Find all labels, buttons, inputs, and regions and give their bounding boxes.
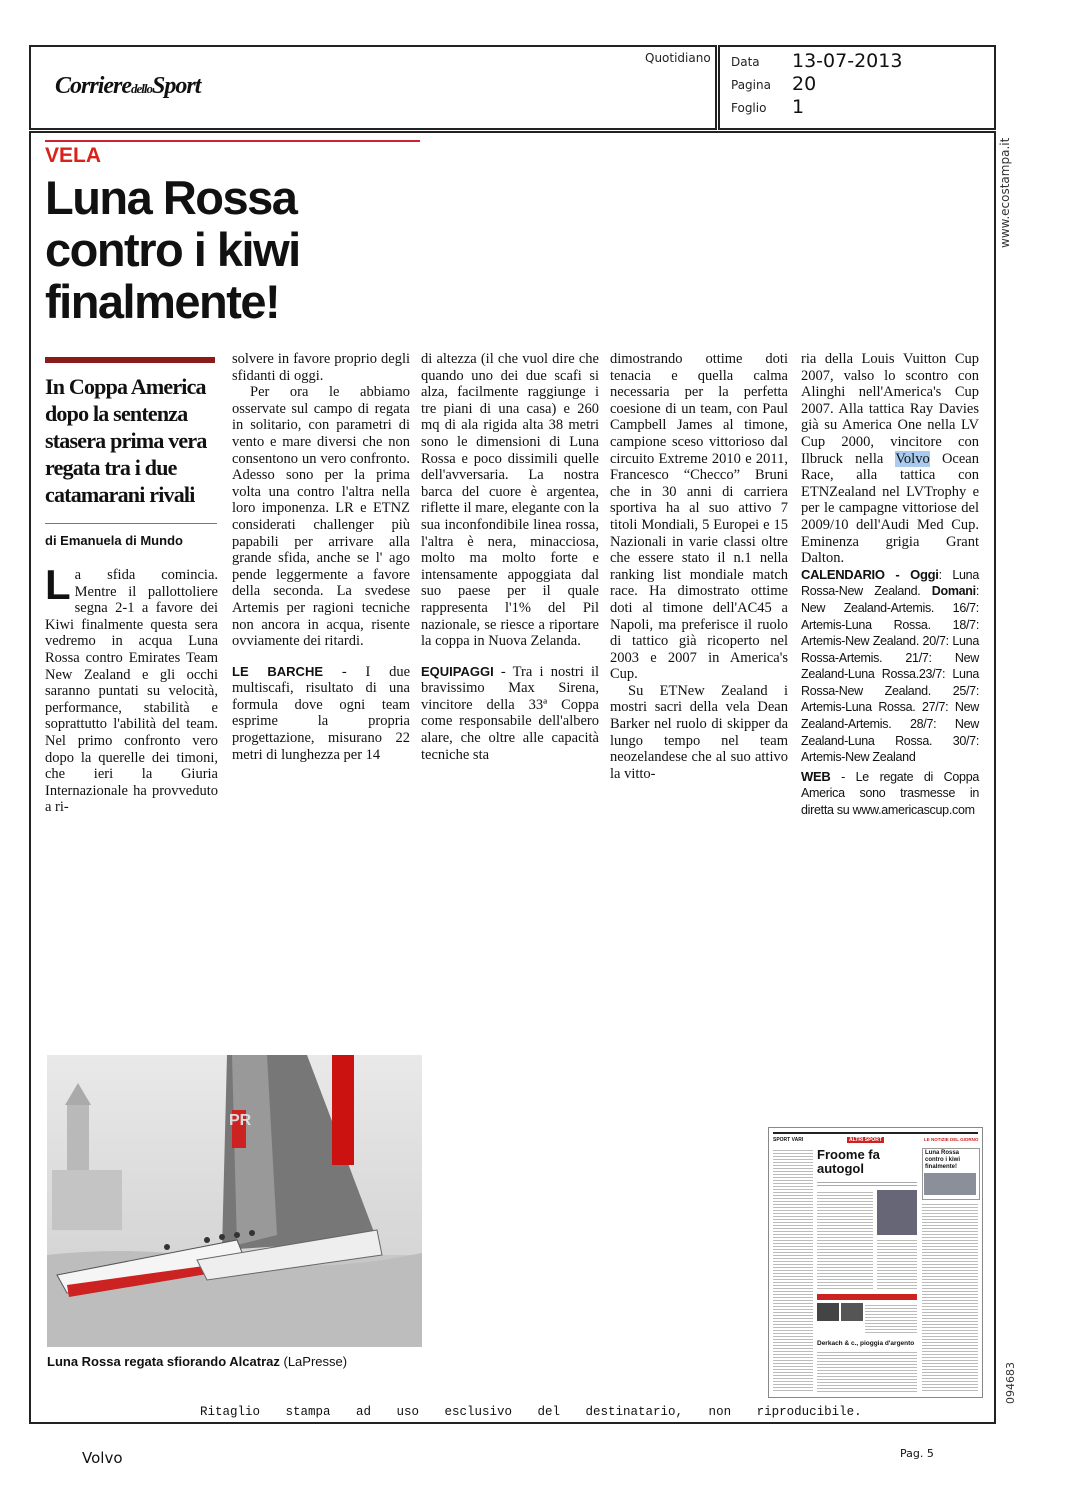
catamaran-photo-illustration <box>47 1055 422 1347</box>
article-column-5: ria della Louis Vuitton Cup 2007, valso lo scontro con Alinghi nell'America's Cup 2007. Alla tattica Ray Davies già su America One nella LV Cup 2000, vincitore con Ilbruck nella Volvo Ocean Race, alla tattica con ETNZealand nel LVTrophy e per le campagne vittoriose del 2009/10 dell'Audi Med Cup. Eminenza grigia Grant Dalton. CALENDARIO - Oggi: Luna Rossa-New Zealand. Domani: New Zealand-Artemis. 16/7: Artemis-Luna Rossa. 18/7: Artemis-New Zealand. 20/7: Luna Rossa-Artemis. 21/7: New Zealand-Luna Rossa.23/7: Luna Rossa-New Zealand. 25/7: Artemis-Luna Rossa. 27/7: New Zealand-Artemis. 28/7: New Zealand-Luna Rossa. 30/7: Artemis-New Zealand WEB - Le regate di Coppa America sono trasmesse in diretta su www.americascup.com <box>801 351 979 818</box>
byline: di Emanuela di Mundo <box>45 533 183 548</box>
thumb-section-left: SPORT VARI <box>773 1137 804 1143</box>
thumb-headline-side: Luna Rossa contro i kiwi finalmente! <box>925 1150 961 1170</box>
date-label: Data <box>731 55 760 69</box>
article-photo <box>47 1055 422 1347</box>
section-label-barche: LE BARCHE <box>232 663 324 679</box>
article-column-1: La sfida comincia. Mentre il pallottoliere segna 2-1 a favore dei Kiwi finalmente questa sera vedremo in acqua Luna Rossa contro Emirates Team New Zealand e gli occhi saranno puntati su velocità, performance, stabilità e soprattutto l'abilità del team. Nel primo confronto vero dopo la querelle dei timoni, che ieri la Giuria Internazionale ha provveduto a ri- <box>45 561 218 816</box>
headline: Luna Rossa contro i kiwi finalmente! <box>45 171 300 328</box>
thumb-section-mid: ALTRI SPORT <box>849 1137 882 1143</box>
sail-logo-text: PR <box>229 1112 252 1129</box>
article-column-4: dimostrando ottime doti tenacia e quella calma necessaria per la perfetta coesione di un team, con Paul Campbell James al timone, campione sceso vittorioso dal circuito Extreme 2010 e 2011, Francesco “Checco” Bruni che in 30 anni di carriera sportiva ha al suo attivo 7 titoli Mondiali, 5 Europei e 15 Nazionali in varie classi oltre che essere stato il n.1 nella ranking list mondiale match race. Ha dimostrato ottime doti al timone dell'AC45 a Napoli, ma preferisce il ruolo di tattico già ricoperto nel 2003 e 2007 in America's Cup. Su ETNew Zealand i mostri sacri della vela Dean Barker nel ruolo di skipper da lungo tempo nel team neozelandese che al suo attivo la vitto- <box>610 351 788 782</box>
calendar-label: CALENDARIO - Oggi <box>801 566 939 582</box>
sidebar-code: 094683 <box>1004 1362 1017 1404</box>
thumb-section-right: LE NOTIZIE DEL GIORNO <box>924 1137 979 1142</box>
page-value: 20 <box>792 73 817 95</box>
byline-rule <box>45 523 217 524</box>
footer-keyword: Volvo <box>82 1449 123 1467</box>
date-value: 13-07-2013 <box>792 50 903 72</box>
section-label-equipaggi: EQUIPAGGI <box>421 663 494 679</box>
thumb-headline-bottom: Derkach & c., pioggia d'argento <box>817 1340 915 1347</box>
article-column-3: di altezza (il che vuol dire che quando uno dei due scafi si alza, facilmente raggiunge i tre piani di una casa) e 260 mq di ala rigida alta 38 metri sono le dimensioni di Luna Rossa e poco dissimili quelle dell'avversaria. La nostra barca del cuore è argentea, riflette il mare, elegante con la sua inconfondibile linea rossa, l'altra è nera, minacciosa, molto ma molto forte e intensamente appoggiata dal suo paese per il quale rappresenta l'1% del Pil nazionale, se riesce a riportare la coppa in Nuova Zelanda. EQUIPAGGI - Tra i nostri il bravissimo Max Sirena, vincitore della 33ª Coppa come responsabile dell'albero alare, che oltre alle capacità tecniche sta <box>421 351 599 763</box>
publication-type: Quotidiano <box>645 51 711 65</box>
subhead: In Coppa America dopo la sentenza stasera prima vera regata tra i due catamarani rivali <box>45 374 207 507</box>
kicker: VELA <box>45 144 102 167</box>
page-label: Pagina <box>731 78 771 92</box>
sidebar-url: www.ecostampa.it <box>998 137 1012 248</box>
thumb-headline-main: Froome fa autogol <box>817 1147 880 1176</box>
page-thumbnail <box>768 1127 983 1398</box>
top-rule <box>45 140 420 142</box>
dropcap: L <box>45 561 71 608</box>
article-column-2: solvere in favore proprio degli sfidanti di oggi. Per ora le abbiamo osservate sul campo di regata in solitario, con parametri di vento e mare diversi che non consentono un vero confronto. Adesso sono per la prima volta una contro l'altra nella loro imponenza. LR e ETNZ considerati challenger più papabili per arrivare alla grande sfida, anche se l' ago pende leggermente a favore della seconda. La svedese Artemis per ragioni tecniche non ancora in acqua, risente ovviamente dei ritardi. LE BARCHE - I due multiscafi, risultato di una formula dove ogni team esprime la propria progettazione, misurano 22 metri di lunghezza per 14 <box>232 351 410 763</box>
sheet-value: 1 <box>792 96 805 118</box>
footer-page-number: Pag. 5 <box>900 1447 934 1460</box>
keyword-highlight: Volvo <box>895 450 930 467</box>
subhead-rule <box>45 357 215 363</box>
web-label: WEB <box>801 768 831 784</box>
publication-logo: CorrieredelloSport <box>55 73 201 99</box>
sheet-label: Foglio <box>731 101 767 115</box>
photo-credit: (LaPresse) <box>283 1354 348 1369</box>
photo-caption: Luna Rossa regata sfiorando Alcatraz (LaPresse) <box>47 1354 348 1369</box>
hull-text: LUNA ROSSA <box>105 1271 158 1289</box>
disclaimer: Ritaglio stampa ad uso esclusivo del destinatario, non riproducibile. <box>200 1405 862 1419</box>
